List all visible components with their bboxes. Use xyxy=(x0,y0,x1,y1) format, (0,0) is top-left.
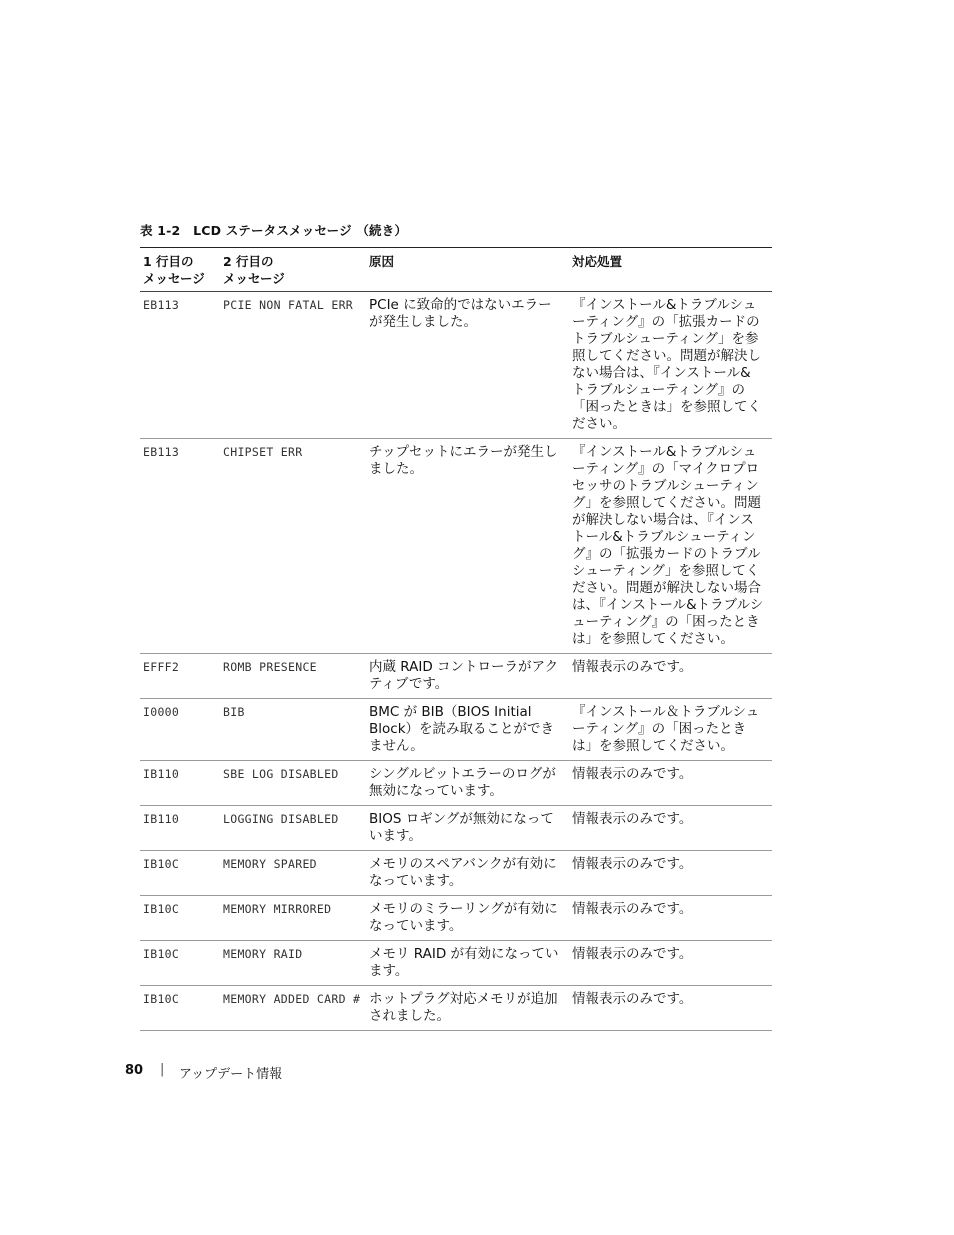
row-message: MEMORY MIRRORED xyxy=(223,902,332,916)
row-message: CHIPSET ERR xyxy=(223,445,303,459)
row-code: EB113 xyxy=(143,298,180,312)
row-message: MEMORY SPARED xyxy=(223,857,317,871)
header-action: 対応処置 xyxy=(572,254,623,269)
header-cause: 原因 xyxy=(369,254,395,269)
row-message: SBE LOG DISABLED xyxy=(223,767,339,781)
table-row xyxy=(140,806,772,851)
row-cause: シングルビットエラーのログが無効になっています。 xyxy=(369,766,556,799)
footer-section-title: アップデート情報 xyxy=(179,1067,283,1082)
lcd-status-table xyxy=(140,247,772,1031)
table-row xyxy=(140,292,772,439)
header-line2-message: 2 行目の メッセージ xyxy=(223,254,285,286)
row-cause: チップセットにエラーが発生しました。 xyxy=(369,444,558,477)
row-cause: ホットプラグ対応メモリが追加されました。 xyxy=(369,991,558,1024)
row-action: 『インストール&トラブルシューティング』の「マイクロプロセッサのトラブルシューティング」を参照してください。問題が解決しない場合は、『インストール&トラブルシューティング』の「拡張カードのトラブルシューティング」を参照してください。問題が解決しない場合は、『インストール&トラブルシューティング』の「困ったときは」を参照してください。 xyxy=(572,444,764,647)
row-cause: BMC が BIB（BIOS Initial Block）を読み取ることができません。 xyxy=(369,704,555,754)
row-action: 情報表示のみです。 xyxy=(572,766,693,782)
row-message: ROMB PRESENCE xyxy=(223,660,317,674)
row-message: MEMORY RAID xyxy=(223,947,303,961)
row-action: 『インストール＆トラブルシューティング』の「困ったときは」を参照してください。 xyxy=(572,704,760,754)
table-row xyxy=(140,761,772,806)
row-action: 『インストール&トラブルシューティング』の「拡張カードのトラブルシューティング」を参照してください。問題が解決しない場合は、『インストール&トラブルシューティング』の「困ったときは」を参照してください。 xyxy=(572,297,761,432)
table-header-row xyxy=(140,248,772,292)
table-row xyxy=(140,654,772,699)
row-cause: メモリ RAID が有効になっています。 xyxy=(369,946,559,979)
table-caption: 表 1-2 LCD ステータスメッセージ （続き） xyxy=(140,223,408,238)
table-row xyxy=(140,699,772,761)
row-code: EFFF2 xyxy=(143,660,180,674)
row-code: IB10C xyxy=(143,857,180,871)
row-action: 情報表示のみです。 xyxy=(572,901,693,917)
row-message: BIB xyxy=(223,705,245,719)
row-action: 情報表示のみです。 xyxy=(572,659,693,675)
table-row xyxy=(140,896,772,941)
row-message: PCIE NON FATAL ERR xyxy=(223,298,354,312)
row-code: EB113 xyxy=(143,445,180,459)
table-row xyxy=(140,986,772,1031)
row-code: IB10C xyxy=(143,902,180,916)
table-row xyxy=(140,941,772,986)
row-message: LOGGING DISABLED xyxy=(223,812,339,826)
row-cause: 内蔵 RAID コントローラがアクティブです。 xyxy=(369,659,559,692)
footer-separator: | xyxy=(160,1062,165,1077)
row-action: 情報表示のみです。 xyxy=(572,856,693,872)
row-action: 情報表示のみです。 xyxy=(572,991,693,1007)
row-cause: PCIe に致命的ではないエラーが発生しました。 xyxy=(369,297,552,330)
row-cause: BIOS ロギングが無効になっています。 xyxy=(369,811,554,844)
row-code: IB10C xyxy=(143,947,180,961)
row-action: 情報表示のみです。 xyxy=(572,946,693,962)
table-row xyxy=(140,851,772,896)
page-number: 80 xyxy=(125,1063,144,1078)
row-action: 情報表示のみです。 xyxy=(572,811,693,827)
row-cause: メモリのミラーリングが有効になっています。 xyxy=(369,901,558,934)
header-line1-message: 1 行目の メッセージ xyxy=(143,254,205,286)
row-message: MEMORY ADDED CARD # xyxy=(223,992,361,1006)
row-code: IB110 xyxy=(143,767,180,781)
row-code: IB110 xyxy=(143,812,180,826)
row-code: I0000 xyxy=(143,705,180,719)
table-row xyxy=(140,439,772,654)
row-code: IB10C xyxy=(143,992,180,1006)
row-cause: メモリのスペアバンクが有効になっています。 xyxy=(369,856,557,889)
